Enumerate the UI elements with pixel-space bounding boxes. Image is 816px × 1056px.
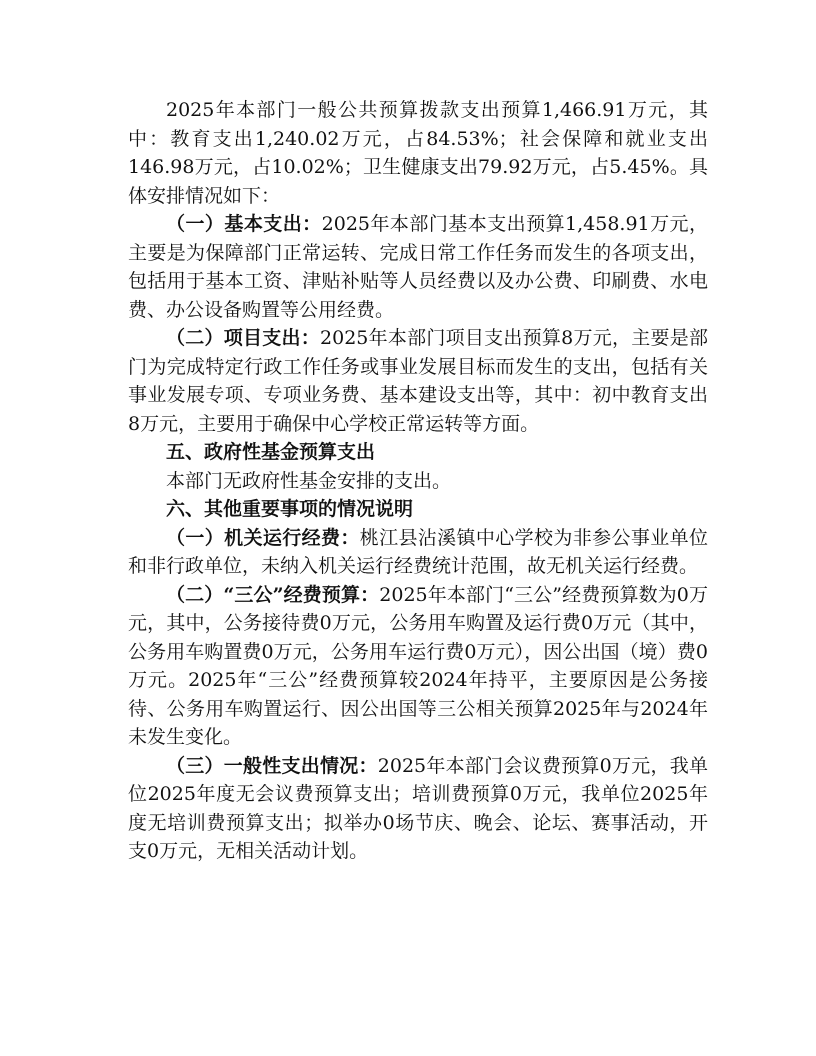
section-5-paragraph bbox=[128, 467, 708, 496]
document-body bbox=[128, 96, 708, 866]
operating-expenses-paragraph bbox=[128, 524, 708, 581]
basic-expenditure-paragraph bbox=[128, 210, 708, 324]
basic-expenditure-text: 2025年本部门基本支出预算1,458.91万元，主要是为保障部门正常运转、完成日常工作任务而发生的各项支出，包括用于基本工资、津贴补贴等人员经费以及办公费、印刷费、水电费、办公设备购置等公用经费。 bbox=[128, 213, 708, 321]
three-public-expenses-paragraph bbox=[128, 581, 708, 752]
three-public-expenses-text: 2025年本部门“三公”经费预算数为0万元，其中，公务接待费0万元，公务用车购置及运行费0万元（其中，公务用车购置费0万元，公务用车运行费0万元），因公出国（境）费0万元。2025年“三公”经费预算较2024年持平，主要原因是公务接待、公务用车购置运行、因公出国等三公相关预算2025年与2024年未发生变化。 bbox=[128, 583, 709, 748]
general-expenditure-paragraph bbox=[128, 752, 708, 866]
three-public-expenses-label: （二）“三公”经费预算： bbox=[166, 583, 380, 606]
intro-text: 2025年本部门一般公共预算拨款支出预算1,466.91万元，其中：教育支出1,240.02万元，占84.53%；社会保障和就业支出146.98万元，占10.02%；卫生健康支出79.92万元，占5.45%。具体安排情况如下： bbox=[128, 99, 708, 207]
project-expenditure-label: （二）项目支出： bbox=[166, 327, 321, 349]
operating-expenses-text: 桃江县沾溪镇中心学校为非参公事业单位和非行政单位，未纳入机关运行经费统计范围，故无机关运行经费。 bbox=[128, 526, 708, 577]
operating-expenses-label: （一）机关运行经费： bbox=[166, 526, 360, 549]
intro-paragraph bbox=[128, 96, 708, 210]
section-6-heading: 六、其他重要事项的情况说明 bbox=[166, 498, 414, 520]
project-expenditure-text: 2025年本部门项目支出预算8万元，主要是部门为完成特定行政工作任务或事业发展目标而发生的支出，包括有关事业发展专项、专项业务费、基本建设支出等，其中：初中教育支出8万元，主要用于确保中心学校正常运转等方面。 bbox=[128, 327, 708, 435]
section-5-text: 本部门无政府性基金安排的支出。 bbox=[166, 469, 452, 492]
general-expenditure-label: （三）一般性支出情况： bbox=[166, 754, 378, 777]
section-5-heading: 五、政府性基金预算支出 bbox=[166, 441, 376, 463]
project-expenditure-paragraph bbox=[128, 324, 708, 438]
basic-expenditure-label: （一）基本支出： bbox=[166, 213, 322, 235]
general-expenditure-text: 2025年本部门会议费预算0万元，我单位2025年度无会议费预算支出；培训费预算0万元，我单位2025年度无培训费预算支出；拟举办0场节庆、晚会、论坛、赛事活动，开支0万元，无相关活动计划。 bbox=[128, 754, 708, 862]
